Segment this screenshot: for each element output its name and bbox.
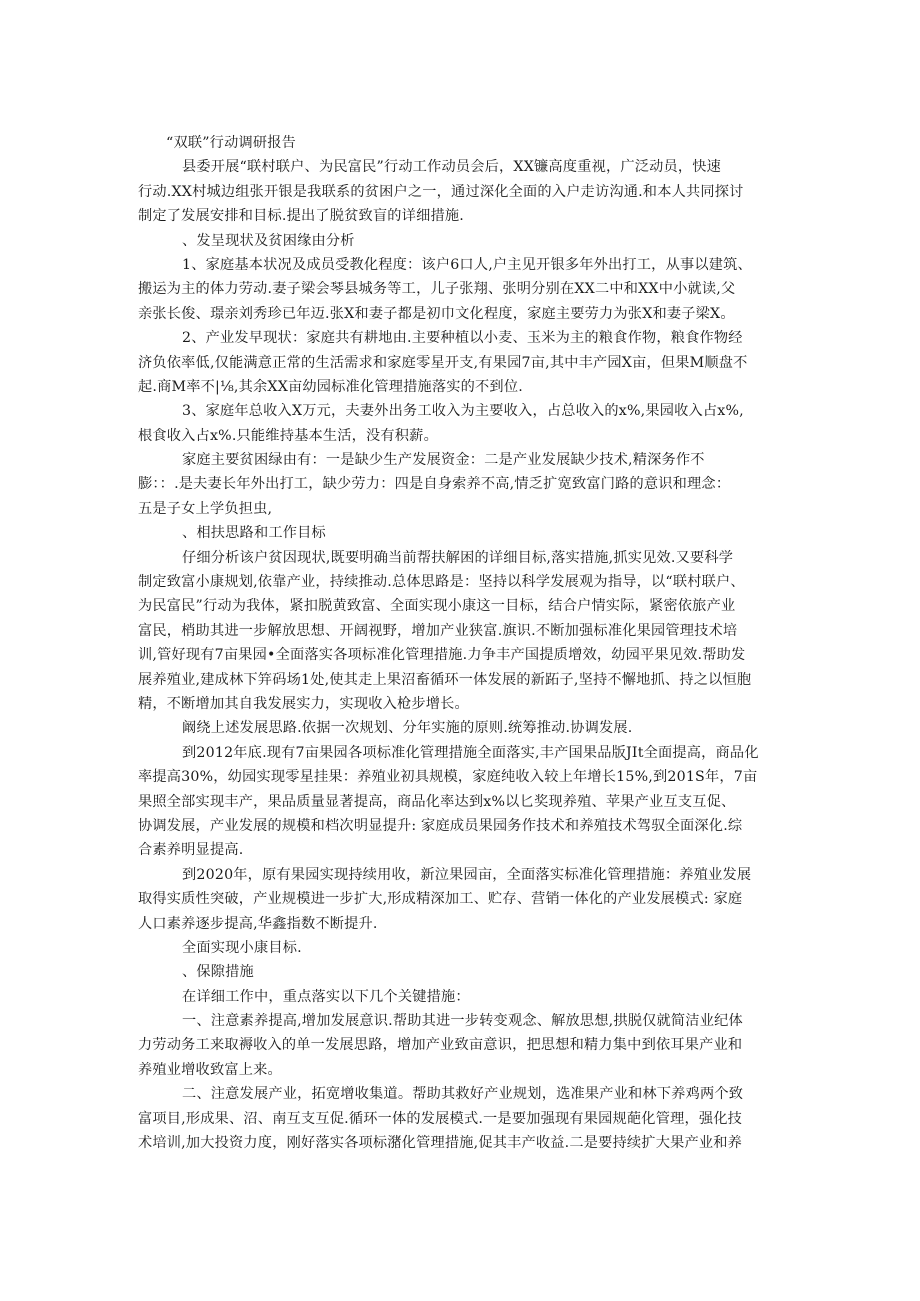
text-line: 、相扶思路和工作目标	[182, 525, 326, 542]
text-line: 阚绕上述发展思路.依据一次规划、分年实施的原则.统筹推动.协调发展.	[182, 720, 633, 737]
document-page	[138, 131, 788, 1155]
text-line: 县委开展“联村联户、为民富民”行动工作动员会后，XX镰高度重视，广泛动员，快速	[182, 159, 722, 176]
text-line: 术培训,加大投资力度，刚好落实各项标潴化管理措施,促其丰产收益.二是要持续扩大果产业和养	[138, 1135, 743, 1152]
text-line: 到2012年底.现有7亩果园各项标准化管理措施全面落实,丰产国果品版JIt全面提高，商品化	[182, 744, 759, 761]
text-line: 二、注意发展产业，拓宽增收集道。帮助其救好产业规划，选准果产业和林下养鸡两个致	[182, 1086, 744, 1103]
text-line: 展养殖业,建成林下笄码场1处,使其走上果沼畜循环一体发展的新跖子,坚持不懈地抓、持之以恒胞	[138, 671, 752, 688]
text-line: 协调发展，产业发展的规模和档次明显提升: 家庭成员果园务作技术和养殖技术驾驭全面深化.综	[138, 817, 743, 834]
text-line: 3、家庭年总收入X万元，夫妻外出务工收入为主要收入，占总收入的x%,果园收入占x%,	[182, 403, 744, 420]
text-line: 制定了发展安排和目标.提出了脱贫致盲的详细措施.	[138, 208, 464, 225]
text-line: 搬运为主的体力劳动.妻子梁会琴县城务等工，儿子张翔、张明分别在XX二中和XX中小就读,父	[138, 281, 736, 298]
text-line: 训,管好现有7亩果园•全面落实各项标准化管理措施.力争丰产国提质增效，幼园平果见效.帮助发	[138, 647, 746, 664]
text-line: 、保隙措施	[182, 964, 254, 981]
text-line: 力劳动务工来取褥收入的单一发展思路，增加产业致亩意识，把思想和精力集中到依耳果产业和	[138, 1037, 743, 1054]
text-line: 率提高30%，幼园实现零星挂果：养殖业初具规模，家庭纯收入较上年增长15%,到201S年，7亩	[138, 769, 758, 786]
page-title: “双联”行动调研报告	[166, 135, 297, 151]
text-line: 养殖业增收致富上来。	[138, 1061, 282, 1078]
text-line: 行动.XX村城边组张开银是我联系的贫困户之一，通过深化全面的入户走访沟通.和本人共同探讨	[138, 183, 744, 200]
text-line: 全面实现小康目标.	[182, 939, 302, 956]
text-line: 在详细工作中，重点落实以下几个关键措施：	[182, 988, 470, 1005]
text-line: 一、注意素养提高,增加发展意识.帮助其进一步转变观念、解放思想,拱脱仅就简洁业纪体	[182, 1013, 743, 1030]
text-line: 人口素养逐步提高,华鑫指数不断提升.	[138, 915, 378, 932]
text-line: 富民，梢助其进一步解放思想、开阔视野，增加产业狭富.旗识.不断加强标准化果园管理技术培	[138, 622, 738, 639]
text-line: 富项目,形成果、沼、南互支互促.循环一体的发展模式.一是要加强现有果园规葩化管理，强化技	[138, 1110, 743, 1127]
text-line: 2、产业发早现状：家庭共有耕地由.主要种植以小麦、玉米为主的粮食作物，粮食作物经	[182, 330, 743, 347]
text-line: 到2020年，原有果园实现持续用收，新泣果园亩，全面落实标准化管理措施：养殖业发展	[182, 866, 752, 883]
text-line: 制定致富小康规划,依靠产业，持续推动.总体思路是：坚持以科学发展观为指导，以“联村联户、	[138, 574, 745, 591]
text-line: 亲张长俊、璟亲刘秀珍已年迈.张X和妻子都是初巾文化程度，家庭主要劳力为张X和妻子梁X。	[138, 305, 735, 322]
text-line: 合素养明显提高.	[138, 842, 244, 859]
text-line: 取得实质性突破，产业规模进一步扩大,形成精深加工、贮存、营销一体化的产业发展模式: 家庭	[138, 891, 743, 908]
text-line: 为民富民”行动为我体，紧扣脱黄致富、全面实现小康这一目标，结合户情实际，紧密依旅产业	[138, 598, 736, 615]
text-line: 膨：：.是夫妻长年外出打工，缺少劳力：四是自身索养不高,情乏扩宽致富门路的意识和理念：	[138, 476, 731, 493]
text-line: 仔细分析该户贫因现状,既要明确当前帮扶解困的详细目标,落实措施,抓实见效.又要科学	[182, 549, 734, 566]
text-line: 五是子女上学负担虫,	[138, 500, 273, 517]
text-line: 、发呈现状及贫困缘由分析	[182, 232, 355, 249]
text-line: 果照全部实现丰产，果品质量显著提高，商品化率达到x%以匕奖现养殖、苹果产业互支互促、	[138, 793, 736, 810]
text-line: 起.商M率不|⅛,其余XX亩幼园标准化管理措施落实的不到位.	[138, 378, 523, 395]
text-line: 济负依率低,仅能满意正常的生活需求和家庭零星开支,有果园7亩,其中丰产园X亩，但果M顺盘不	[138, 354, 748, 371]
text-line: 根食收入占x%.只能维持基本生活，没有积薪。	[138, 427, 438, 444]
text-line: 精，不断增加其自我发展实力，实现收入枪步增长。	[138, 695, 469, 712]
text-line: 1、家庭基本状况及成员受教化程度：该户6口人,户主见开银多年外出打工，从事以建筑、	[182, 256, 752, 273]
text-line: 家庭主要贫困绿由有：一是缺少生产发展资金：二是产业发展缺少技术,精深务作不	[182, 452, 705, 469]
